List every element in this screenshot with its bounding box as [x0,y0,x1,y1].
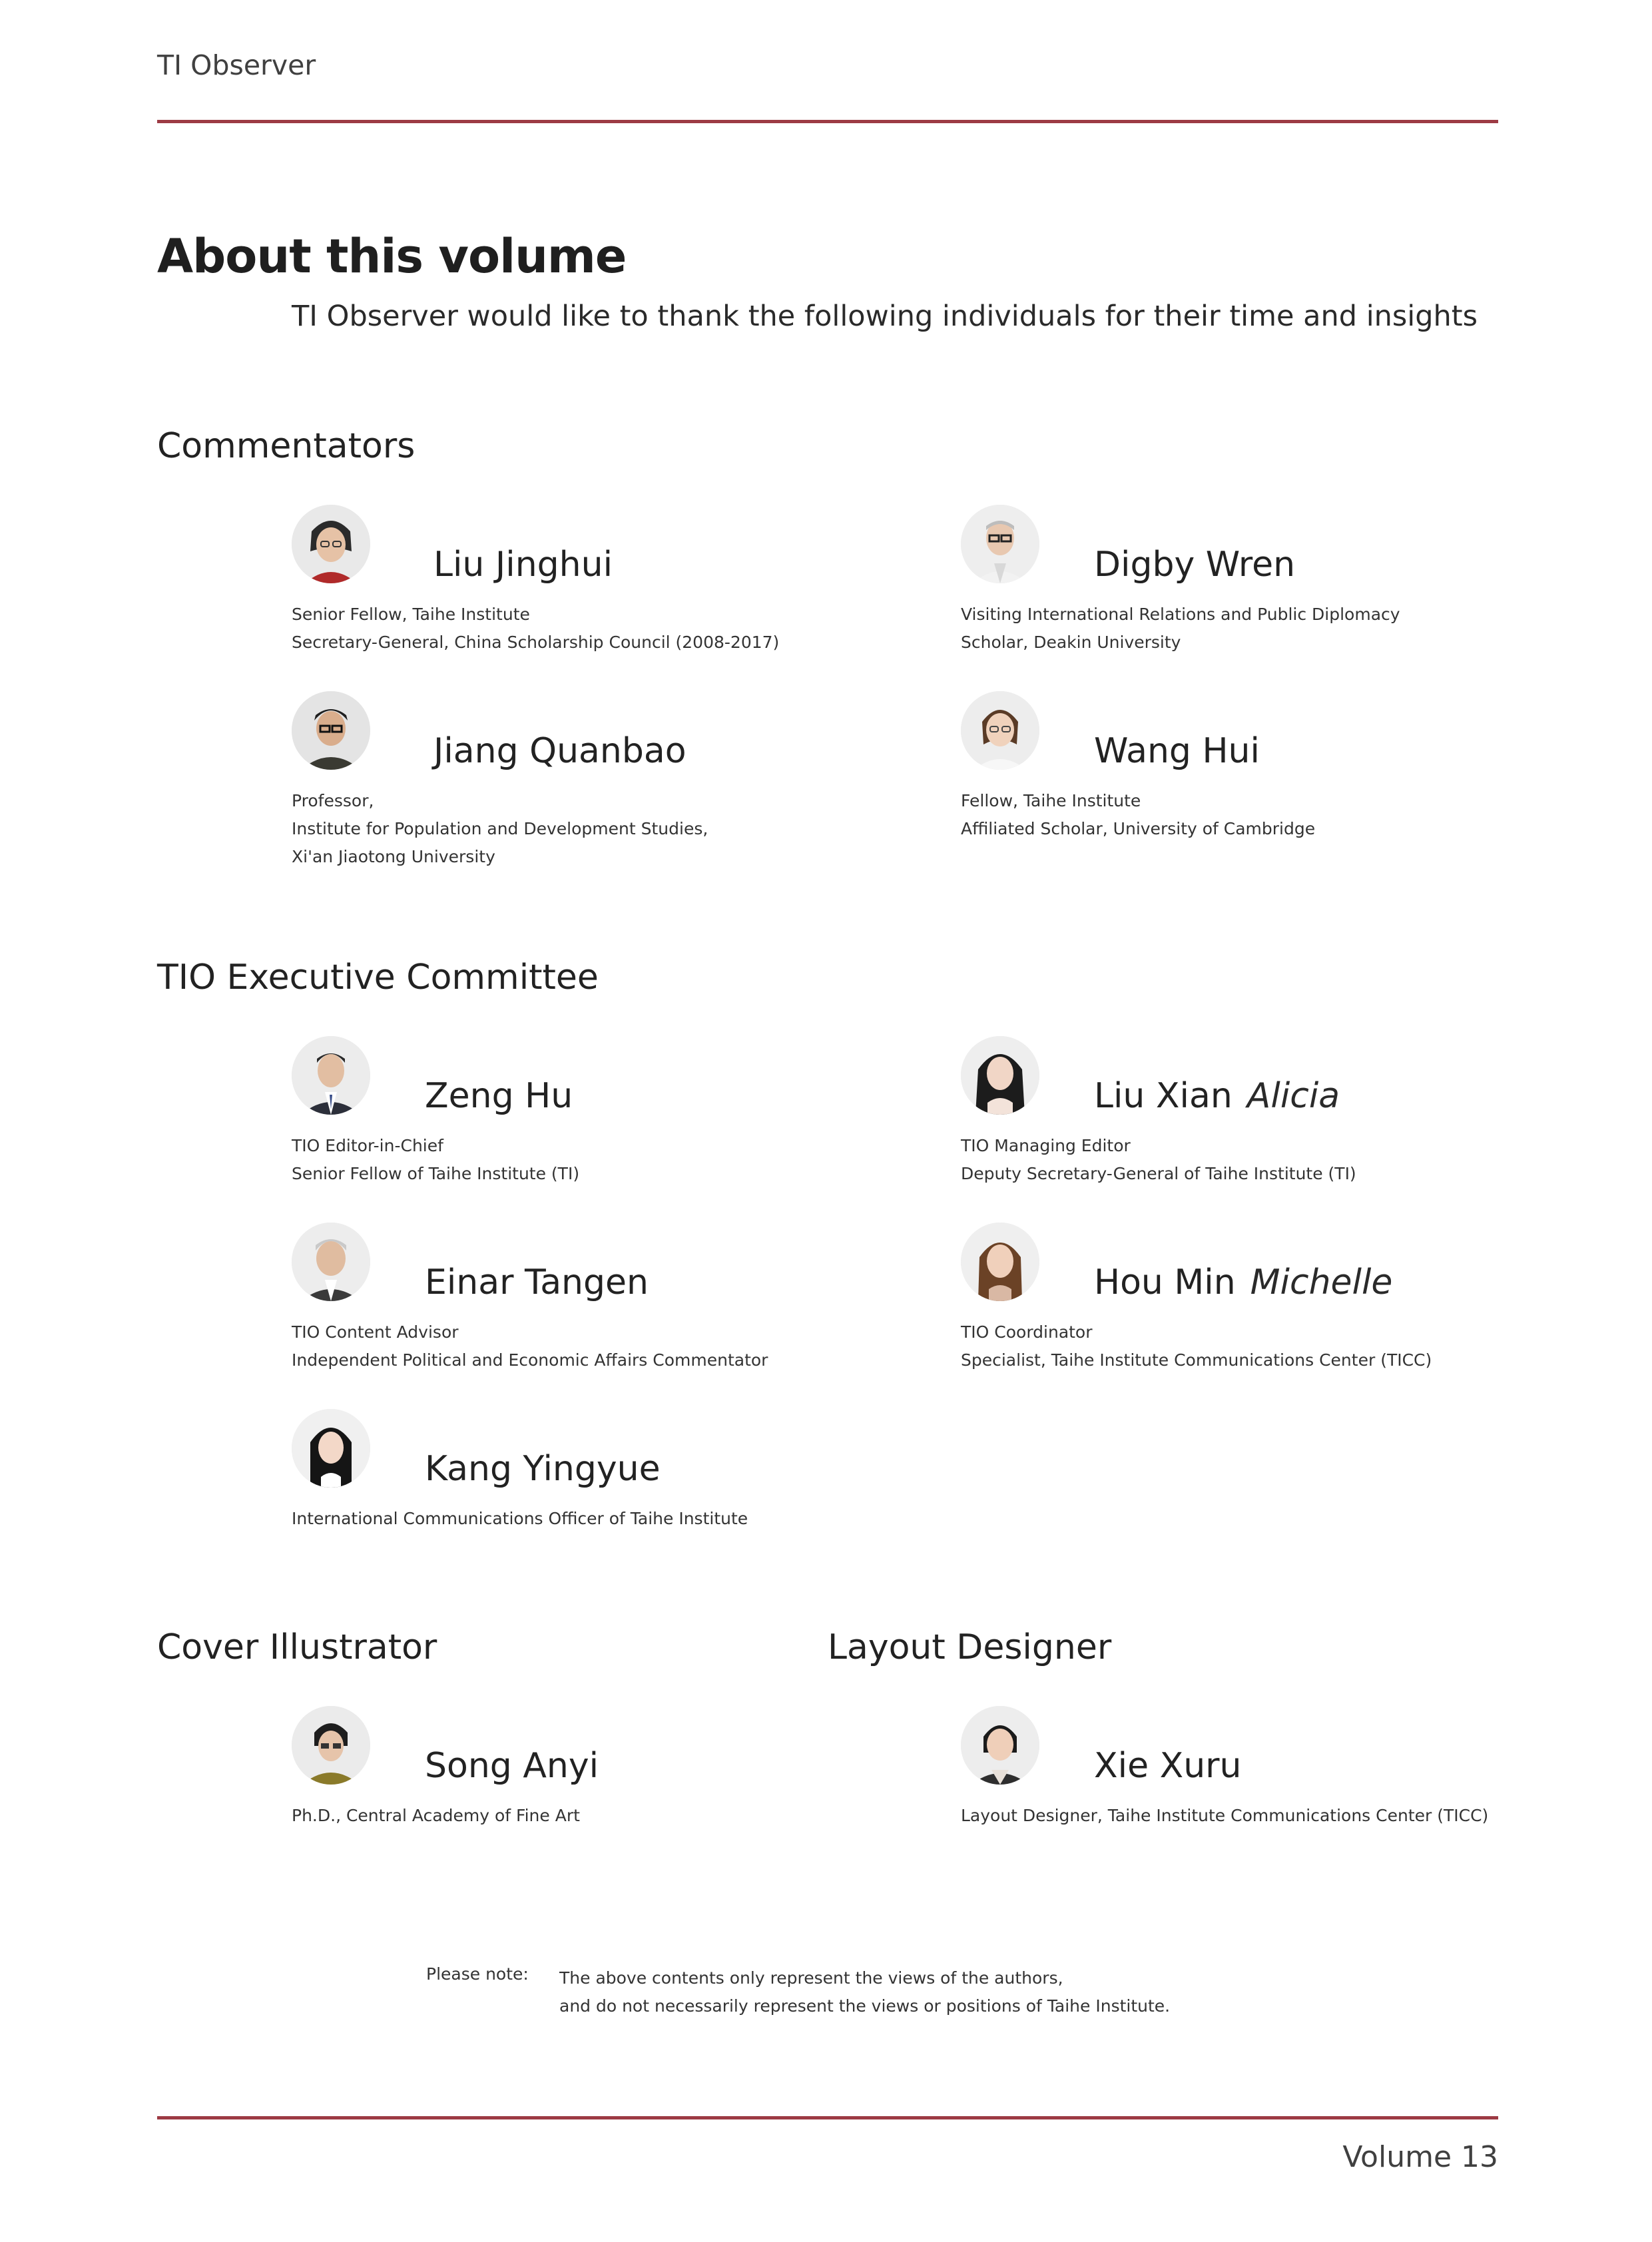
person-card [961,1706,1039,1785]
portrait-male-glasses-icon [961,505,1039,583]
note-label: Please note: [426,1964,529,1984]
person-roles [292,787,708,871]
volume-number: Volume 13 [1342,2140,1498,2174]
running-head: TI Observer [157,49,316,81]
person-name: Liu Jinghui [433,545,613,585]
role-line: Senior Fellow of Taihe Institute (TI) [292,1164,580,1183]
role-line: Institute for Population and Development Studies, [292,819,708,838]
person-roles [292,1318,768,1374]
section-heading-commentators: Commentators [157,426,415,466]
avatar [961,505,1039,583]
role-line: International Communications Officer of Taihe Institute [292,1509,748,1528]
role-line: TIO Managing Editor [961,1136,1131,1155]
person-card [292,1706,370,1785]
role-line: Senior Fellow, Taihe Institute [292,605,530,624]
intro-text: TI Observer would like to thank the following individuals for their time and insights [292,300,1478,333]
portrait-male-glasses-icon [292,691,370,770]
person-name: Xie Xuru [1094,1746,1242,1786]
portrait-female-glasses-icon [292,1706,370,1785]
note-text [559,1964,1170,2020]
avatar [961,1223,1039,1301]
role-line: Layout Designer, Taihe Institute Communications Center (TICC) [961,1806,1489,1825]
section-heading-executive-committee: TIO Executive Committee [157,958,599,997]
role-line: Scholar, Deakin University [961,633,1181,652]
person-alias: Alicia [1246,1076,1340,1116]
person-roles [961,601,1400,657]
avatar [961,691,1039,770]
role-line: TIO Coordinator [961,1322,1093,1342]
section-heading-layout-designer: Layout Designer [828,1627,1112,1667]
person-card [961,505,1039,583]
portrait-male-suit-icon [292,1036,370,1115]
role-line: Fellow, Taihe Institute [961,791,1141,810]
avatar [961,1706,1039,1785]
person-card [292,505,370,583]
role-line: Visiting International Relations and Public Diplomacy [961,605,1400,624]
note-line: The above contents only represent the views of the authors, [559,1968,1063,1988]
person-card [292,691,370,770]
role-line: TIO Content Advisor [292,1322,459,1342]
person-card [292,1223,370,1301]
role-line: Deputy Secretary-General of Taihe Institute (TI) [961,1164,1356,1183]
person-roles [292,1505,748,1533]
person-roles [961,787,1315,843]
portrait-female-glasses-icon [292,505,370,583]
avatar [292,1036,370,1115]
person-roles [292,1132,579,1188]
avatar [292,1223,370,1301]
person-roles [292,1802,580,1830]
role-line: Specialist, Taihe Institute Communications Center (TICC) [961,1350,1432,1370]
portrait-female-glasses-icon [961,691,1039,770]
avatar [292,691,370,770]
person-name: Digby Wren [1094,545,1296,585]
person-name: Hou Min Michelle [1094,1262,1393,1302]
person-alias: Michelle [1250,1262,1393,1302]
portrait-female-icon [961,1706,1039,1785]
page-title: About this volume [157,229,627,284]
person-card [292,1409,370,1488]
person-roles [961,1802,1488,1830]
person-card [961,1223,1039,1301]
person-name: Wang Hui [1094,731,1260,771]
avatar [292,1409,370,1488]
portrait-female-long-hair-icon [292,1409,370,1488]
role-line: Independent Political and Economic Affairs Commentator [292,1350,768,1370]
person-card [961,1036,1039,1115]
header-rule [157,120,1498,123]
person-roles [292,601,779,657]
person-name: Liu Xian Alicia [1094,1076,1340,1116]
note-line: and do not necessarily represent the views or positions of Taihe Institute. [559,1996,1171,2016]
avatar [292,1706,370,1785]
role-line: Professor, [292,791,374,810]
person-name: Einar Tangen [425,1262,649,1302]
person-name: Jiang Quanbao [433,731,687,771]
portrait-male-suit-icon [292,1223,370,1301]
portrait-female-long-hair-icon [961,1036,1039,1115]
person-name: Zeng Hu [425,1076,573,1116]
person-name: Kang Yingyue [425,1449,661,1489]
person-roles [961,1132,1356,1188]
role-line: Xi'an Jiaotong University [292,847,495,866]
portrait-female-long-hair-icon [961,1223,1039,1301]
person-card [292,1036,370,1115]
role-line: Ph.D., Central Academy of Fine Art [292,1806,580,1825]
role-line: TIO Editor-in-Chief [292,1136,443,1155]
person-name: Song Anyi [425,1746,599,1786]
section-heading-cover-illustrator: Cover Illustrator [157,1627,437,1667]
role-line: Secretary-General, China Scholarship Council (2008-2017) [292,633,780,652]
footer-rule [157,2116,1498,2119]
role-line: Affiliated Scholar, University of Cambridge [961,819,1316,838]
avatar [292,505,370,583]
person-roles [961,1318,1432,1374]
person-card [961,691,1039,770]
avatar [961,1036,1039,1115]
